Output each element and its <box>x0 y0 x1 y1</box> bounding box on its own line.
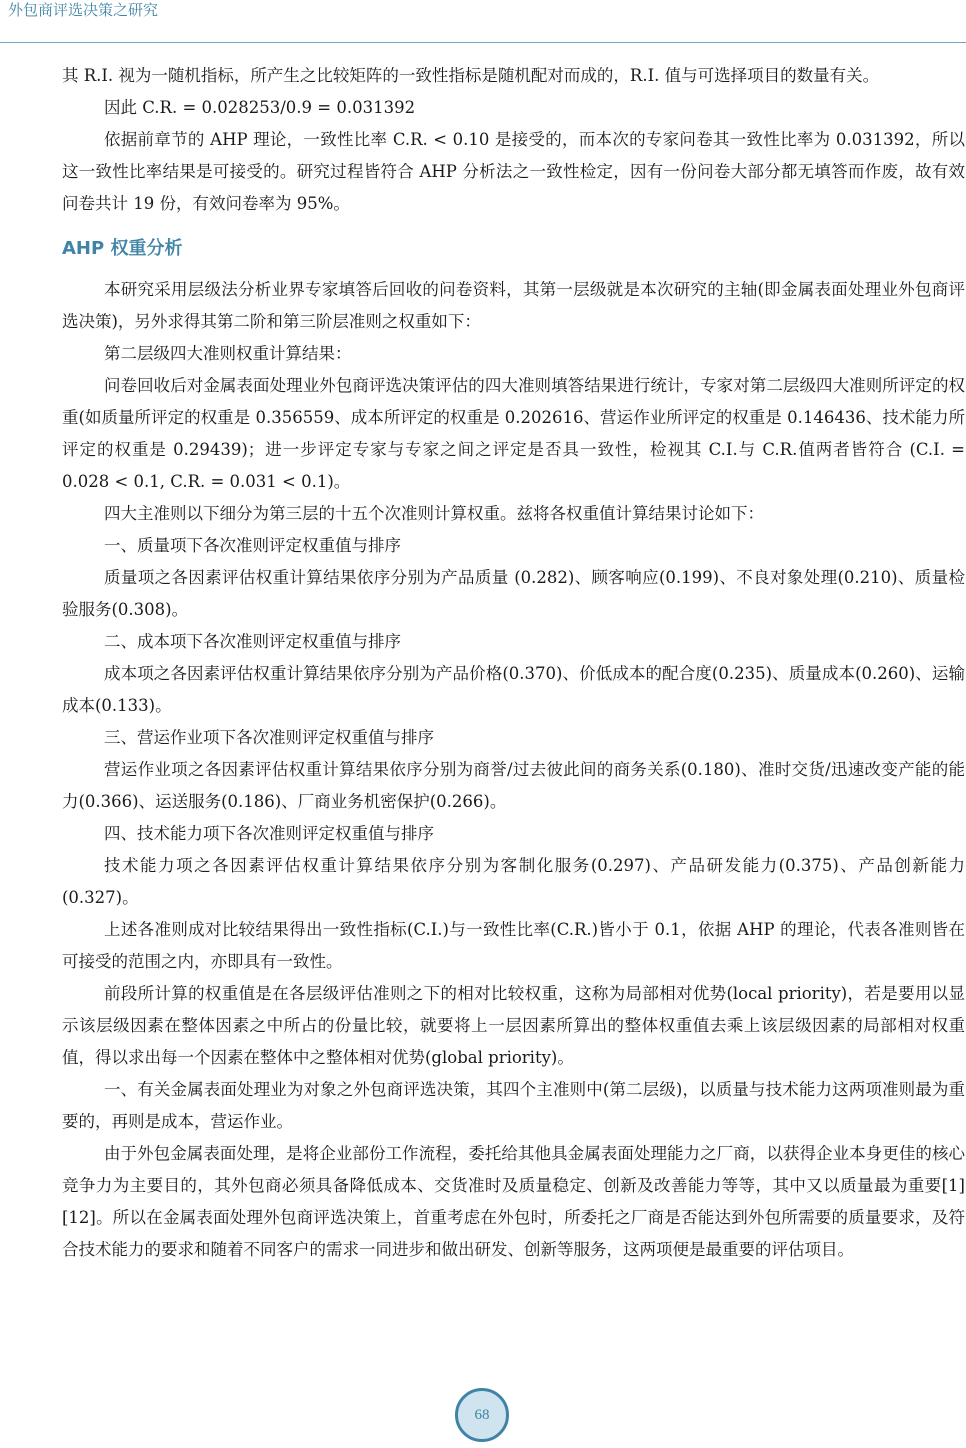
subsection-title: 二、成本项下各次准则评定权重值与排序 <box>104 632 401 651</box>
paragraph: 依据前章节的 AHP 理论，一致性比率 C.R. < 0.10 是接受的，而本次的专家问卷其一致性比率为 0.031392，所以这一致性比率结果是可接受的。研究过程皆符合 AHP 分析法之一致性检定，因有一份问卷大部分都无填答而作废，故有效问卷共计 19 份，有效问卷率为 95%。 <box>62 130 965 213</box>
paragraph: 因此 C.R. = 0.028253/0.9 = 0.031392 <box>104 98 416 117</box>
subsection-title: 一、质量项下各次准则评定权重值与排序 <box>104 536 401 555</box>
subsection-title: 三、营运作业项下各次准则评定权重值与排序 <box>104 728 434 747</box>
paragraph: 上述各准则成对比较结果得出一致性指标(C.I.)与一致性比率(C.R.)皆小于 0.1，依据 AHP 的理论，代表各准则皆在可接受的范围之内，亦即具有一致性。 <box>62 920 965 971</box>
paragraph: 成本项之各因素评估权重计算结果依序分别为产品价格(0.370)、价低成本的配合度(0.235)、质量成本(0.260)、运输成本(0.133)。 <box>62 664 965 715</box>
paragraph: 由于外包金属表面处理，是将企业部份工作流程，委托给其他具金属表面处理能力之厂商，以获得企业本身更佳的核心竞争力为主要目的，其外包商必须具备降低成本、交货准时及质量稳定、创新及改善能力等等，其中又以质量最为重要[1] [12]。所以在金属表面处理外包商评选决策上，首重考虑在外包时，所委托之厂商是否能达到外包所需要的质量要求，及符合技术能力的要求和随着不同客户的需求一同进步和做出研发、创新等服务，这两项便是最重要的评估项目。 <box>62 1144 965 1259</box>
paragraph: 本研究采用层级法分析业界专家填答后回收的问卷资料，其第一层级就是本次研究的主轴(即金属表面处理业外包商评选决策)，另外求得其第二阶和第三阶层准则之权重如下： <box>62 280 965 331</box>
header-divider <box>0 42 966 43</box>
subsection-title: 四、技术能力项下各次准则评定权重值与排序 <box>104 824 434 843</box>
section-heading: AHP 权重分析 <box>62 238 183 259</box>
page-number: 68 <box>474 1406 490 1423</box>
paragraph: 质量项之各因素评估权重计算结果依序分别为产品质量 (0.282)、顾客响应(0.199)、不良对象处理(0.210)、质量检验服务(0.308)。 <box>62 568 965 619</box>
paragraph: 一、有关金属表面处理业为对象之外包商评选决策，其四个主准则中(第二层级)，以质量与技术能力这两项准则最为重要的，再则是成本，营运作业。 <box>62 1080 965 1131</box>
body-text <box>62 60 965 1266</box>
paragraph: 其 R.I. 视为一随机指标，所产生之比较矩阵的一致性指标是随机配对而成的，R.I. 值与可选择项目的数量有关。 <box>62 66 880 85</box>
paragraph: 技术能力项之各因素评估权重计算结果依序分别为客制化服务(0.297)、产品研发能力(0.375)、产品创新能力(0.327)。 <box>62 856 965 907</box>
paragraph: 第二层级四大准则权重计算结果： <box>104 344 352 363</box>
paragraph: 营运作业项之各因素评估权重计算结果依序分别为商誉/过去彼此间的商务关系(0.180)、准时交货/迅速改变产能的能力(0.366)、运送服务(0.186)、厂商业务机密保护(0.266)。 <box>62 760 965 811</box>
paragraph: 问卷回收后对金属表面处理业外包商评选决策评估的四大准则填答结果进行统计，专家对第二层级四大准则所评定的权重(如质量所评定的权重是 0.356559、成本所评定的权重是 0.202616、营运作业所评定的权重是 0.146436、技术能力所评定的权重是 0.29439)；进一步评定专家与专家之间之评定是否具一致性，检视其 C.I.与 C.R.值两者皆符合 (C.I. = 0.028 < 0.1, C.R. = 0.031 < 0.1)。 <box>62 376 965 491</box>
paragraph: 前段所计算的权重值是在各层级评估准则之下的相对比较权重，这称为局部相对优势(local priority)，若是要用以显示该层级因素在整体因素之中所占的份量比较，就要将上一层因素所算出的整体权重值去乘上该层级因素的局部相对权重值，得以求出每一个因素在整体中之整体相对优势(global priority)。 <box>62 984 965 1067</box>
paragraph: 四大主准则以下细分为第三层的十五个次准则计算权重。兹将各权重值计算结果讨论如下： <box>104 504 764 523</box>
page-number-badge <box>455 1388 509 1442</box>
running-header-title: 外包商评选决策之研究 <box>8 1 159 19</box>
